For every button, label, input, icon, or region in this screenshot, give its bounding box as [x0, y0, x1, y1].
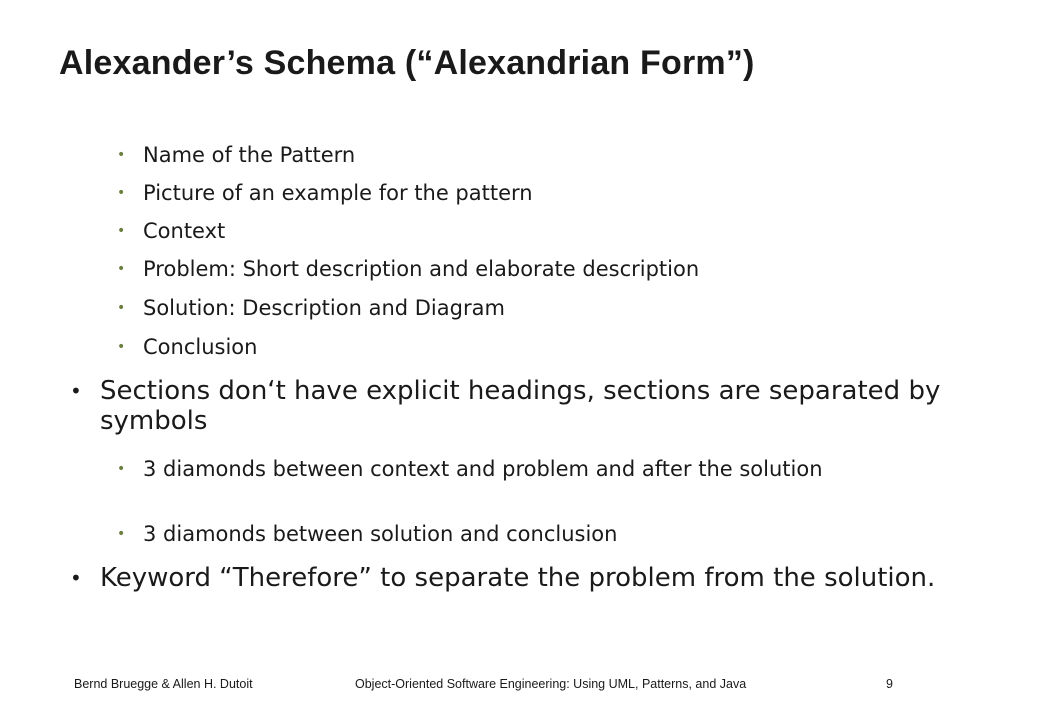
sub-bullet-text: 3 diamonds between context and problem and after the solution — [143, 457, 823, 481]
bullet-marker: • — [70, 566, 82, 590]
sub-bullet-text: Problem: Short description and elaborate description — [143, 257, 700, 281]
sub-bullet-item — [117, 296, 933, 321]
main-bullet-item — [70, 563, 950, 593]
bullet-marker: • — [117, 461, 126, 477]
main-bullet-text: Sections don‘t have explicit headings, sections are separated by symbols — [100, 376, 941, 436]
sub-bullet-item — [117, 335, 933, 360]
sub-bullet-text: Context — [143, 219, 226, 243]
bullet-marker: • — [70, 379, 82, 403]
sub-bullet-item — [117, 257, 933, 282]
bullet-marker: • — [117, 147, 126, 163]
slide-title: Alexander’s Schema (“Alexandrian Form”) — [59, 44, 755, 82]
footer-page-number: 9 — [886, 677, 893, 691]
bullet-marker: • — [117, 526, 126, 542]
sub-bullet-text: 3 diamonds between solution and conclusion — [143, 522, 618, 546]
sub-bullet-item — [117, 181, 933, 206]
sub-bullet-text: Name of the Pattern — [143, 143, 356, 167]
bullet-marker: • — [117, 185, 126, 201]
bullet-marker: • — [117, 300, 126, 316]
sub-bullet-item — [117, 522, 933, 547]
sub-bullet-item — [117, 219, 933, 244]
footer-book-title: Object-Oriented Software Engineering: Using UML, Patterns, and Java — [355, 677, 747, 691]
sub-bullet-item — [117, 143, 933, 168]
sub-bullet-item — [117, 457, 933, 482]
footer-authors: Bernd Bruegge & Allen H. Dutoit — [74, 677, 253, 691]
sub-bullet-text: Solution: Description and Diagram — [143, 296, 505, 320]
main-bullet-item — [70, 376, 950, 436]
bullet-marker: • — [117, 339, 126, 355]
bullet-marker: • — [117, 261, 126, 277]
main-bullet-text: Keyword “Therefore” to separate the problem from the solution. — [100, 563, 936, 593]
sub-bullet-text: Picture of an example for the pattern — [143, 181, 533, 205]
bullet-marker: • — [117, 223, 126, 239]
sub-bullet-text: Conclusion — [143, 335, 258, 359]
